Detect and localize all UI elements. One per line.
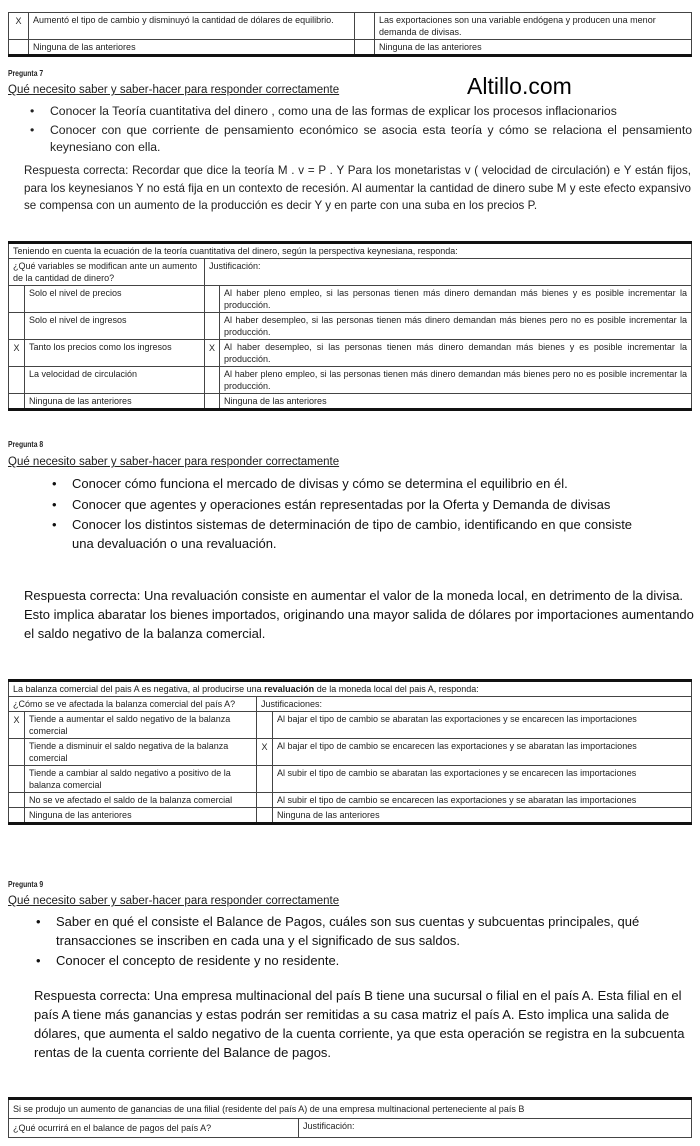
bullet-item: • Conocer el concepto de residente y no residente. [30, 952, 692, 971]
question-9-table [8, 1097, 692, 1138]
option-text: Tiende a aumentar el saldo negativo de la balanza comercial [25, 712, 257, 739]
option-text: Solo el nivel de precios [25, 286, 205, 313]
table-row [9, 712, 692, 739]
justification-text: Al subir el tipo de cambio se abaratan las exportaciones y se encarecen las importaciones [273, 766, 692, 793]
question-8-table [8, 679, 692, 825]
answer-mark [9, 40, 29, 56]
altillo-watermark: Altillo.com [467, 73, 572, 99]
answer-mark: X [205, 340, 220, 367]
answer-mark [257, 766, 273, 793]
table-row [9, 367, 692, 394]
bullet-item: • Conocer cómo funciona el mercado de divisas y cómo se determina el equilibrio en él. [46, 475, 646, 494]
table-title-row [9, 681, 692, 697]
table-title-row [9, 243, 692, 259]
question-9-answer: Respuesta correcta: Una empresa multinacional del país B tiene una sucursal o filial en el país A. Esta filial en el país A tiene más ganancias y estas podrán ser remitidas a su casa matriz el país A. Esto implica una salida de dólares, que aumenta el saldo negativo de la cuenta corriente, ya que esta operación se registra en la subcuenta rentas de la cuenta corriente del Balance de pagos. [34, 988, 685, 1060]
answer-mark [9, 286, 25, 313]
question-7-label: Pregunta 7 [8, 69, 44, 78]
answer-mark [257, 808, 273, 824]
table-row [9, 793, 692, 808]
answer-mark [9, 766, 25, 793]
answer-mark [9, 808, 25, 824]
option-text: Aumentó el tipo de cambio y disminuyó la cantidad de dólares de equilibrio. [29, 13, 355, 40]
answer-mark [355, 40, 375, 56]
table-row [9, 766, 692, 793]
table-header-row [9, 697, 692, 712]
question-8-answer: Respuesta correcta: Una revaluación consiste en aumentar el valor de la moneda local, en detrimento de la divisa. Esto implica abaratar los bienes importados, originando una mayor salida de dólares por importaciones aumentando el saldo negativo de la balanza comercial. [24, 588, 694, 641]
justification-text: Al subir el tipo de cambio se encarecen las exportaciones y se abaratan las importaciones [273, 793, 692, 808]
table-row [9, 340, 692, 367]
column-header-question: ¿Qué ocurrirá en el balance de pagos del país A? [9, 1119, 299, 1138]
bullet-item: • Saber en qué el consiste el Balance de Pagos, cuáles son sus cuentas y subcuentas principales, qué transacciones se inscriben en cada una y el significado de sus saldos. [30, 913, 692, 950]
option-text: Solo el nivel de ingresos [25, 313, 205, 340]
answer-mark [9, 394, 25, 410]
table-title: Teniendo en cuenta la ecuación de la teoría cuantitativa del dinero, según la perspectiva keynesiana, responda: [9, 243, 692, 259]
answer-mark [9, 793, 25, 808]
table-title-row [9, 1099, 692, 1119]
option-text: Ninguna de las anteriores [25, 808, 257, 824]
table-row [9, 286, 692, 313]
answer-mark [257, 793, 273, 808]
question-7-need-heading: Qué necesito saber y saber-hacer para responder correctamente [8, 84, 340, 96]
table-header-row [9, 1119, 692, 1138]
table-header-row [9, 259, 692, 286]
column-header-justification: Justificaciones: [257, 697, 692, 712]
option-text: Tiende a disminuir el saldo negativa de la balanza comercial [25, 739, 257, 766]
table-row [9, 13, 692, 40]
column-header-justification: Justificación: [205, 259, 692, 286]
option-text: Tiende a cambiar al saldo negativo a positivo de la balanza comercial [25, 766, 257, 793]
answer-mark [205, 286, 220, 313]
justification-text: Al haber pleno empleo, si las personas tienen más dinero demandan más bienes y es posible incrementar la producción. [220, 286, 692, 313]
option-text: Ninguna de las anteriores [29, 40, 355, 56]
answer-mark: X [9, 340, 25, 367]
justification-text: Al bajar el tipo de cambio se abaratan las exportaciones y se encarecen las importaciones [273, 712, 692, 739]
table-title [9, 681, 692, 697]
answer-mark: X [257, 739, 273, 766]
table-row [9, 394, 692, 410]
question-7-bullets [24, 103, 692, 158]
justification-text: Ninguna de las anteriores [220, 394, 692, 410]
question-8-bullets [46, 475, 646, 555]
justification-text: Al haber desempleo, si las personas tienen más dinero demandan más bienes pero no es posible incrementar la producción. [220, 313, 692, 340]
table-row [9, 40, 692, 56]
justification-text: Ninguna de las anteriores [273, 808, 692, 824]
justification-text: Al haber pleno empleo, si las personas tienen más dinero demandan más bienes pero no es posible incrementar la producción. [220, 367, 692, 394]
answer-mark [205, 367, 220, 394]
question-8-label: Pregunta 8 [8, 440, 44, 449]
table-title-post: de la moneda local del pais A, responda: [314, 684, 479, 694]
column-header-justification: Justificación: [299, 1119, 692, 1138]
previous-question-table [8, 12, 692, 57]
question-9-label: Pregunta 9 [8, 880, 44, 889]
bullet-item: • Conocer los distintos sistemas de determinación de tipo de cambio, identificando en que consiste una devaluación o una revaluación. [46, 516, 646, 553]
justification-text: Ninguna de las anteriores [375, 40, 692, 56]
question-9-bullets [30, 913, 692, 973]
bullet-item: • Conocer que agentes y operaciones están representadas por la Oferta y Demanda de divisas [46, 496, 646, 515]
table-title-bold: revaluación [264, 684, 315, 694]
answer-mark [355, 13, 375, 40]
option-text: No se ve afectado el saldo de la balanza comercial [25, 793, 257, 808]
question-7-table [8, 241, 692, 411]
table-title: Si se produjo un aumento de ganancias de una filial (residente del país A) de una empresa multinacional perteneciente al país B [9, 1099, 692, 1119]
answer-mark [9, 367, 25, 394]
column-header-question: ¿Qué variables se modifican ante un aumento de la cantidad de dinero? [9, 259, 205, 286]
answer-mark: X [9, 13, 29, 40]
justification-text: Las exportaciones son una variable endógena y producen una menor demanda de divisas. [375, 13, 692, 40]
answer-mark [9, 313, 25, 340]
answer-mark [257, 712, 273, 739]
option-text: La velocidad de circulación [25, 367, 205, 394]
table-row [9, 739, 692, 766]
justification-text: Al bajar el tipo de cambio se encarecen las exportaciones y se abaratan las importaciones [273, 739, 692, 766]
answer-mark: X [9, 712, 25, 739]
table-row [9, 808, 692, 824]
answer-mark [205, 394, 220, 410]
answer-mark [205, 313, 220, 340]
option-text: Tanto los precios como los ingresos [25, 340, 205, 367]
question-9-need-heading: Qué necesito saber y saber-hacer para responder correctamente [8, 895, 340, 907]
question-7-answer: Respuesta correcta: Recordar que dice la teoría M . v = P . Y Para los monetaristas v ( velocidad de circulación) e Y están fijos, para los keynesianos Y no está fija en un contexto de recesión. Al aumentar la cantidad de dinero sube M y este efecto expansivo se compensa con un aumento de la producción es decir Y y en parte con una suba en los precios P. [24, 164, 691, 212]
answer-mark [9, 739, 25, 766]
bullet-item: • Conocer la Teoría cuantitativa del dinero , como una de las formas de explicar los procesos inflacionarios [24, 103, 692, 120]
bullet-item: • Conocer con que corriente de pensamiento económico se asocia esta teoría y cómo se relaciona el pensamiento keynesiano con ella. [24, 122, 692, 156]
table-title-pre: La balanza comercial del pais A es negativa, al producirse una [13, 684, 265, 694]
justification-text: Al haber desempleo, si las personas tienen más dinero demandan más bienes y es posible incrementar la producción. [220, 340, 692, 367]
column-header-question: ¿Cómo se ve afectada la balanza comercial del país A? [9, 697, 257, 712]
option-text: Ninguna de las anteriores [25, 394, 205, 410]
table-row [9, 313, 692, 340]
question-8-need-heading: Qué necesito saber y saber-hacer para responder correctamente [8, 456, 340, 468]
